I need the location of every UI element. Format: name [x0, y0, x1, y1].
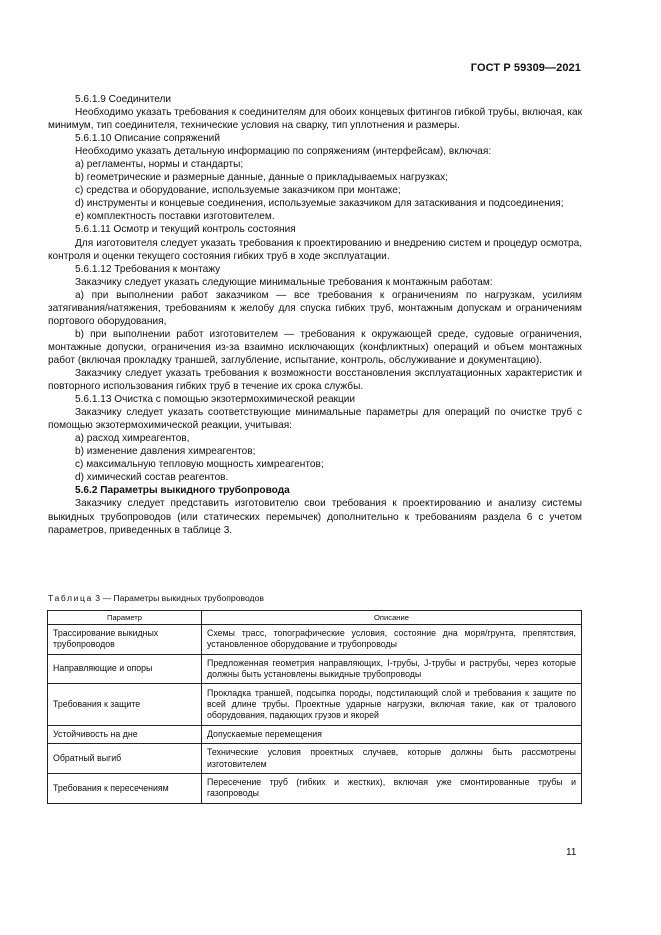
section-heading: 5.6.1.9 Соединители [75, 94, 172, 105]
description-cell: Технические условия проектных случаев, которые должны быть рассмотрены изготовителем [202, 744, 582, 774]
description-cell: Допускаемые перемещения [202, 726, 582, 744]
table-row [48, 684, 582, 726]
table-row [48, 744, 582, 774]
list-item: а) регламенты, нормы и стандарты; [75, 159, 244, 171]
paragraph: Заказчику следует указать соответствующие минимальные параметры для операций по очистке труб с помощью экзотермохимической реакции, учитывая: [48, 407, 582, 432]
column-header-description: Описание [202, 611, 582, 625]
description-cell: Предложенная геометрия направляющих, I-трубы, J-трубы и раструбы, через которые должны быть установлены выкидные трубопроводы [202, 654, 582, 684]
parameter-cell: Обратный выгиб [48, 744, 202, 774]
parameters-table [47, 610, 582, 804]
description-cell: Прокладка траншей, подсыпка породы, подстилающий слой и требования к защите по всей длине трубы. Проектные ударные нагрузки, включая такие, как от тралового оборудования, падающих грузов и якорей [202, 684, 582, 726]
section-heading: 5.6.1.10 Описание сопряжений [75, 133, 220, 145]
table-caption-title: 3 — Параметры выкидных трубопроводов [95, 593, 264, 603]
list-item: b) геометрические и размерные данные, данные о прикладываемых нагрузках; [75, 172, 448, 184]
table-caption [48, 593, 264, 603]
list-item: d) инструменты и концевые соединения, используемые заказчиком для затаскивания и подсоединения; [75, 198, 564, 210]
paragraph: Заказчику следует указать следующие минимальные требования к монтажным работам: [75, 276, 493, 288]
table-row [48, 726, 582, 744]
list-item: b) изменение давления химреагентов; [75, 446, 256, 458]
column-header-parameter: Параметр [48, 611, 202, 625]
section-heading-bold: 5.6.2 Параметры выкидного трубопровода [75, 485, 290, 497]
list-item: с) максимальную тепловую мощность химреагентов; [75, 459, 324, 471]
parameter-cell: Устойчивость на дне [48, 726, 202, 744]
paragraph: Необходимо указать требования к соединителям для обоих концевых фитингов гибкой трубы, включая, как минимум, тип соединителя, технические условия на сварку, тип уплотнения и размеры. [48, 107, 582, 132]
table-caption-word: Таблица [48, 593, 93, 603]
list-item: а) расход химреагентов, [75, 433, 190, 445]
paragraph: Заказчику следует указать требования к возможности восстановления эксплуатационных характеристик и повторного использования гибких труб в течение их срока службы. [48, 367, 582, 393]
standard-designation: ГОСТ Р 59309—2021 [470, 62, 581, 74]
paragraph: Заказчику следует представить изготовителю свои требования к проектированию и анализу системы выкидных трубопроводов (или статических перемычек) дополнительно к требованиям раздела 6 с учетом параметров, приведенных в таблице 3. [48, 498, 582, 536]
description-cell: Схемы трасс, топографические условия, состояние дна моря/грунта, препятствия, установленное оборудование и трубопроводы [202, 625, 582, 655]
parameter-cell: Трассирование выкидных трубопроводов [48, 625, 202, 655]
table-row [48, 625, 582, 655]
description-cell: Пересечение труб (гибких и жестких), включая уже смонтированные трубы и газопроводы [202, 774, 582, 804]
table-row [48, 654, 582, 684]
paragraph: Для изготовителя следует указать требования к проектированию и внедрению систем и процедур осмотра, контроля и оценки текущего состояния гибких труб в ходе эксплуатации. [48, 237, 582, 262]
section-heading: 5.6.1.13 Очистка с помощью экзотермохимической реакции [75, 394, 356, 406]
page-number: 11 [566, 847, 577, 858]
parameter-cell: Требования к защите [48, 684, 202, 726]
paragraph: Необходимо указать детальную информацию по сопряжениям (интерфейсам), включая: [75, 146, 492, 158]
list-item: d) химический состав реагентов. [75, 472, 229, 484]
section-heading: 5.6.1.12 Требования к монтажу [75, 263, 221, 275]
list-item: b) при выполнении работ изготовителем — требования к окружающей среде, судовые ограничения, монтажные допуски, ограничения из-за взаимно исключающих (конфликтных) операций и объем монтажных работ (включая прокладку траншей, заглубление, испытание, контроль, обслуживание и документацию). [48, 328, 582, 366]
list-item: е) комплектность поставки изготовителем. [75, 211, 275, 223]
parameter-cell: Направляющие и опоры [48, 654, 202, 684]
list-item: а) при выполнении работ заказчиком — все требования к ограничениям по нагрузкам, усилиям затягивания/натяжения, требованиям к желобу для спуска гибких труб, монтажным допускам и ограничениям портового оборудования, [48, 289, 582, 327]
document-body [48, 93, 582, 537]
section-heading: 5.6.1.11 Осмотр и текущий контроль состояния [75, 224, 296, 236]
table-header-row [48, 611, 582, 625]
list-item: с) средства и оборудование, используемые заказчиком при монтаже; [75, 185, 401, 197]
parameter-cell: Требования к пересечениям [48, 774, 202, 804]
table-row [48, 774, 582, 804]
